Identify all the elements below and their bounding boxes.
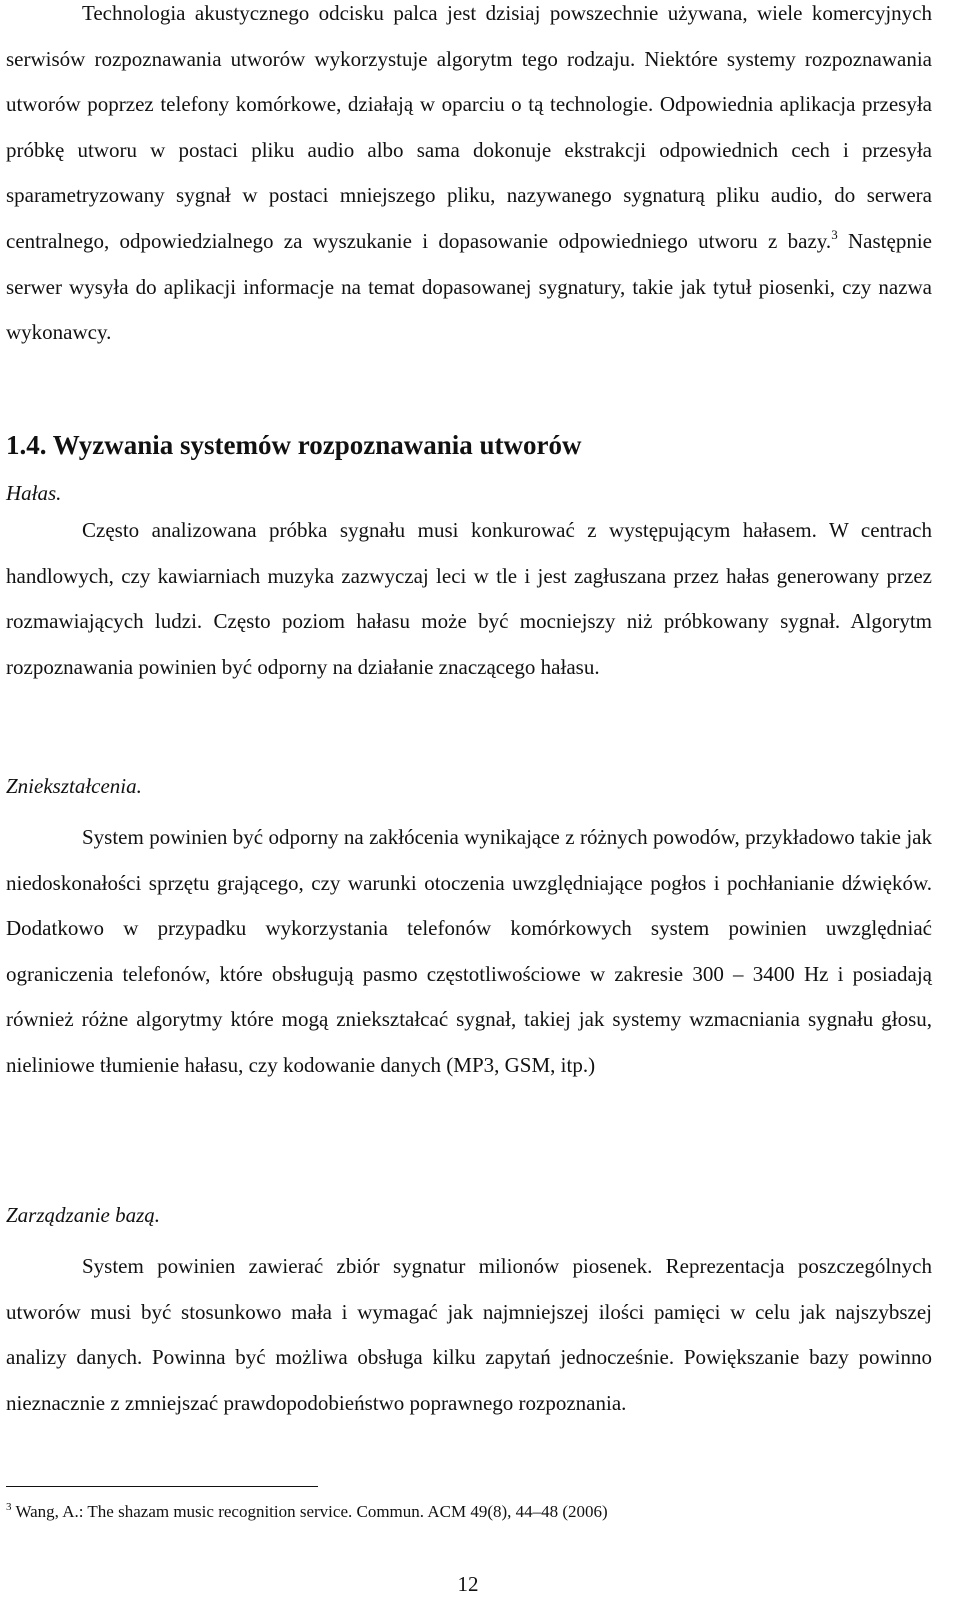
footnote-text: Wang, A.: The shazam music recognition service. Commun. ACM 49(8), 44–48 (2006) — [11, 1502, 608, 1521]
distortion-paragraph: System powinien być odporny na zakłócenia wynikające z różnych powodów, przykładowo takie jak niedoskonałości sprzętu grającego, czy warunki otoczenia uwzględniające pogłos i pochłanianie dźwięków. Dodatkowo w przypadku wykorzystania telefonów komórkowych system powinien uwzględniać ograniczenia telefonów, które obsługują pasmo częstotliwościowe w zakresie 300 – 3400 Hz i posiadają również różne algorytmy które mogą zniekształcać sygnał, takiej jak systemy wzmacniania sygnału głosu, nieliniowe tłumienie hałasu, czy kodowanie danych (MP3, GSM, itp.) — [6, 825, 932, 1077]
noise-title: Hałas. — [6, 481, 62, 505]
section-heading: 1.4. Wyzwania systemów rozpoznawania utworów — [6, 430, 582, 460]
footnote-separator — [6, 1486, 318, 1487]
database-section — [6, 1200, 932, 1426]
noise-paragraph: Często analizowana próbka sygnału musi konkurować z występującym hałasem. W centrach handlowych, czy kawiarniach muzyka zazwyczaj leci w tle i jest zagłuszana przez hałas generowany przez rozmawiających ludzi. Często poziom hałasu może być mocniejszy niż próbkowany sygnał. Algorytm rozpoznawania powinien być odporny na działanie znaczącego hałasu. — [6, 518, 932, 679]
page-number: 12 — [457, 1572, 479, 1596]
noise-section — [6, 478, 932, 690]
footnote-reference[interactable]: 3 — [831, 226, 838, 242]
intro-text: Technologia akustycznego odcisku palca jest dzisiaj powszechnie używana, wiele komercyjnych serwisów rozpoznawania utworów wykorzystuje algorytm tego rodzaju. Niektóre systemy rozpoznawania utworów poprzez telefony komórkowe, działają w oparciu o tą technologie. Odpowiednia aplikacja przesyła próbkę utworu w postaci pliku audio albo sama dokonuje ekstrakcji odpowiednich cech i przesyła sparametryzowany sygnał w postaci mniejszego pliku, nazywanego sygnaturą pliku audio, do serwera centralnego, odpowiedzialnego za wyszukanie i dopasowanie odpowiedniego utworu z bazy. — [6, 1, 932, 253]
intro-text-continued: Następnie serwer wysyła do aplikacji informacje na temat dopasowanej sygnatury, takie jak tytuł piosenki, czy nazwa wykonawcy. — [6, 228, 932, 345]
footnote — [6, 1500, 608, 1524]
distortion-section — [6, 771, 932, 1089]
database-title: Zarządzanie bazą. — [6, 1203, 161, 1227]
distortion-title: Zniekształcenia. — [6, 774, 142, 798]
database-paragraph: System powinien zawierać zbiór sygnatur milionów piosenek. Reprezentacja poszczególnych utworów musi być stosunkowo mała i wymagać jak najmniejszej ilości pamięci w celu jak najszybszej analizy danych. Powinna być możliwa obsługa kilku zapytań jednocześnie. Powiększanie bazy powinno nieznacznie z zmniejszać prawdopodobieństwo poprawnego rozpoznania. — [6, 1254, 932, 1415]
intro-paragraph — [6, 0, 932, 356]
footnote-number: 3 — [6, 1501, 12, 1513]
